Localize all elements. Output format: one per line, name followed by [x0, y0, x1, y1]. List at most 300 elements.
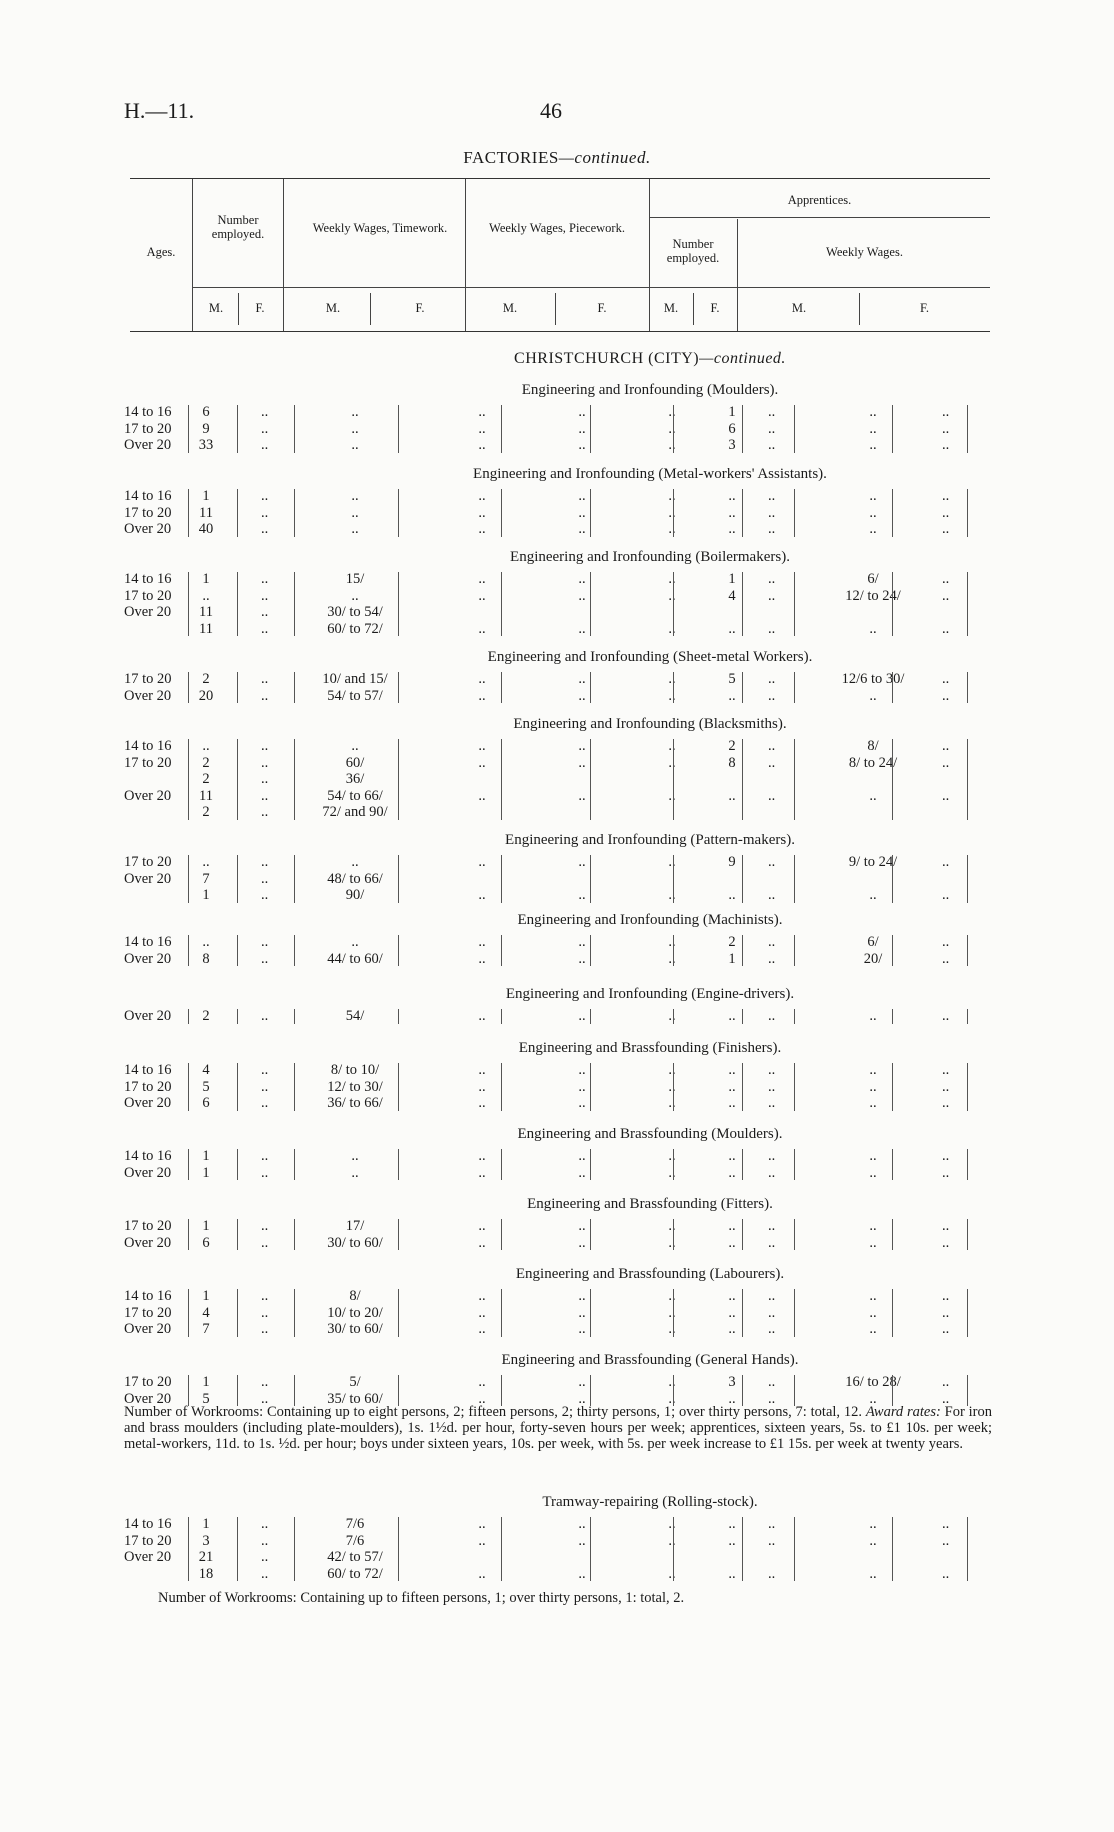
column-rule	[673, 1009, 674, 1024]
cell-tw: 90/	[345, 887, 365, 903]
cell-f: ..	[261, 1148, 269, 1164]
column-rule	[398, 1289, 399, 1337]
cell-pf: ..	[668, 1148, 676, 1164]
cell-age: Over 20	[124, 870, 172, 887]
cell-tw: 8/ to 10/	[330, 1062, 380, 1078]
col-app-weekly-wages: Weekly Wages.	[826, 245, 903, 259]
column-rule	[794, 1063, 795, 1111]
cell-pf: ..	[668, 571, 676, 587]
cell-tw: 17/	[345, 1218, 365, 1234]
page-title	[0, 148, 1114, 168]
cell-af: ..	[768, 738, 776, 754]
column-rule	[967, 405, 968, 453]
column-rule	[398, 739, 399, 820]
column-rule	[892, 1149, 893, 1180]
cell-wm: ..	[869, 1288, 877, 1304]
hdr-rule	[649, 179, 650, 331]
column-rule	[237, 405, 238, 453]
table-row	[124, 1321, 1004, 1337]
cell-tf: ..	[478, 1304, 486, 1321]
cell-age: 17 to 20	[124, 587, 172, 604]
cell-f: ..	[261, 787, 269, 804]
column-rule	[590, 855, 591, 903]
cell-am: 3	[728, 437, 736, 453]
cell-wm: ..	[869, 404, 877, 420]
cell-am: ..	[728, 488, 736, 504]
column-rule	[590, 405, 591, 453]
cell-pm: ..	[578, 1234, 586, 1251]
cell-tf: ..	[478, 571, 486, 587]
cell-pf: ..	[668, 1321, 676, 1337]
cell-wf: ..	[942, 738, 950, 754]
page-title-suffix: —continued.	[558, 148, 651, 167]
table-row	[124, 854, 1004, 870]
cell-pf: ..	[668, 1218, 676, 1234]
column-rule	[892, 1063, 893, 1111]
cell-wf: ..	[942, 1390, 950, 1407]
cell-af: ..	[768, 687, 776, 704]
column-rule	[673, 1219, 674, 1250]
column-rule	[967, 572, 968, 636]
column-rule	[501, 489, 502, 537]
column-rule	[188, 405, 189, 453]
cell-am: 8	[728, 754, 736, 771]
cell-af: ..	[768, 620, 776, 637]
cell-wf: ..	[942, 1565, 950, 1582]
table-row	[124, 588, 1004, 604]
cell-m: 20	[198, 687, 214, 704]
cell-tw: 5/	[349, 1374, 361, 1390]
column-rule	[590, 1149, 591, 1180]
district-name: CHRISTCHURCH (CITY)	[514, 350, 700, 367]
cell-m: 7	[202, 870, 210, 887]
cell-age: 14 to 16	[124, 571, 172, 587]
cell-pm: ..	[578, 671, 586, 687]
column-rule	[892, 1517, 893, 1581]
cell-pf: ..	[668, 1288, 676, 1304]
cell-wf: ..	[942, 1374, 950, 1390]
cell-af: ..	[768, 1565, 776, 1582]
cell-tw: 30/ to 60/	[327, 1321, 383, 1337]
cell-pm: ..	[578, 787, 586, 804]
cell-pf: ..	[668, 671, 676, 687]
cell-f: ..	[261, 771, 269, 787]
cell-tf: ..	[478, 488, 486, 504]
cell-age: 17 to 20	[124, 1304, 172, 1321]
award-rates-text: For iron and brass moulders (including plate-moulders), 1s. 1½d. per hour, forty-seven hours per week; apprentices, sixteen years, 5s. to £1 10s. per week; metal-workers, 11d. to 1s. ½d. per hour; boys under sixteen years, 10s. per week, with 5s. per week increase to £1 15s. per week at twenty years.	[124, 1404, 992, 1452]
column-rule	[294, 1289, 295, 1337]
cell-m: ..	[202, 854, 210, 870]
table-row	[124, 1095, 1004, 1111]
cell-tw: ..	[351, 1148, 359, 1164]
column-rule	[294, 1149, 295, 1180]
cell-am: ..	[728, 1148, 736, 1164]
cell-m: 2	[202, 671, 210, 687]
cell-f: ..	[261, 754, 269, 771]
cell-tf: ..	[478, 1288, 486, 1304]
column-rule	[501, 1375, 502, 1406]
cell-m: 11	[199, 620, 213, 637]
column-rule	[673, 1375, 674, 1406]
column-rule	[967, 855, 968, 903]
cell-af: ..	[768, 671, 776, 687]
cell-tf: ..	[478, 934, 486, 950]
column-rule	[892, 855, 893, 903]
cell-f: ..	[261, 1218, 269, 1234]
cell-pf: ..	[668, 1164, 676, 1181]
cell-f: ..	[261, 671, 269, 687]
table-row	[124, 1374, 1004, 1390]
cell-m: 9	[202, 420, 210, 437]
cell-age: Over 20	[124, 950, 172, 967]
cell-wm: 20/	[863, 950, 883, 967]
cell-tw: ..	[351, 1164, 359, 1181]
column-rule	[237, 1375, 238, 1406]
cell-wf: ..	[942, 1532, 950, 1549]
cell-af: ..	[768, 1321, 776, 1337]
cell-f: ..	[261, 420, 269, 437]
column-rule	[794, 1517, 795, 1581]
cell-wm: ..	[869, 1565, 877, 1582]
cell-wf: ..	[942, 671, 950, 687]
cell-m: 21	[198, 1549, 214, 1565]
column-rule	[237, 1063, 238, 1111]
table-row	[124, 1062, 1004, 1078]
column-rule	[892, 1009, 893, 1024]
column-rule	[967, 489, 968, 537]
cell-af: ..	[768, 1234, 776, 1251]
cell-tw: 72/ and 90/	[322, 804, 388, 820]
cell-wm: 6/	[867, 571, 879, 587]
cell-age: Over 20	[124, 1321, 172, 1337]
cell-af: ..	[768, 420, 776, 437]
column-rule	[590, 489, 591, 537]
column-rule	[590, 572, 591, 636]
cell-wf: ..	[942, 1062, 950, 1078]
cell-af: ..	[768, 887, 776, 903]
column-rule	[398, 1517, 399, 1581]
cell-af: ..	[768, 1288, 776, 1304]
district-suffix: —continued.	[699, 350, 786, 367]
cell-tf: ..	[478, 504, 486, 521]
table-row	[124, 488, 1004, 504]
table-row	[124, 788, 1004, 804]
cell-pf: ..	[668, 687, 676, 704]
cell-f: ..	[261, 504, 269, 521]
cell-tw: 8/	[349, 1288, 361, 1304]
cell-tw: 60/	[345, 754, 365, 771]
cell-pm: ..	[578, 620, 586, 637]
cell-pf: ..	[668, 854, 676, 870]
cell-wm: ..	[869, 1516, 877, 1532]
cell-m: 18	[198, 1565, 214, 1582]
page-title-text: FACTORIES	[463, 148, 559, 167]
column-rule	[673, 572, 674, 636]
hdr-rule	[737, 219, 738, 331]
cell-wf: ..	[942, 1148, 950, 1164]
cell-af: ..	[768, 1218, 776, 1234]
column-rule	[742, 1375, 743, 1406]
cell-m: ..	[202, 934, 210, 950]
column-rule	[967, 1063, 968, 1111]
cell-tw: ..	[351, 404, 359, 420]
cell-tw: 30/ to 54/	[327, 604, 383, 620]
table-row	[124, 1235, 1004, 1251]
cell-tw: ..	[351, 504, 359, 521]
cell-am: ..	[728, 1390, 736, 1407]
column-rule	[398, 405, 399, 453]
cell-age: Over 20	[124, 787, 172, 804]
cell-f: ..	[261, 1078, 269, 1095]
column-rule	[294, 489, 295, 537]
cell-af: ..	[768, 437, 776, 453]
cell-age: 14 to 16	[124, 488, 172, 504]
column-rule	[294, 739, 295, 820]
hdr-rule	[238, 293, 239, 325]
column-rule	[237, 672, 238, 703]
cell-f: ..	[261, 1008, 269, 1024]
column-rule	[742, 1289, 743, 1337]
cell-wm: ..	[869, 887, 877, 903]
cell-pf: ..	[668, 754, 676, 771]
cell-f: ..	[261, 1390, 269, 1407]
column-rule	[967, 1219, 968, 1250]
column-rule	[742, 1063, 743, 1111]
column-rule	[673, 739, 674, 820]
cell-tf: ..	[478, 754, 486, 771]
table-row	[124, 1218, 1004, 1234]
cell-tw: 54/	[345, 1008, 365, 1024]
cell-af: ..	[768, 1304, 776, 1321]
column-rule	[501, 572, 502, 636]
cell-tf: ..	[478, 620, 486, 637]
cell-pm: ..	[578, 950, 586, 967]
cell-pf: ..	[668, 1565, 676, 1582]
cell-m: 1	[202, 1516, 210, 1532]
table-header	[130, 178, 990, 332]
cell-pm: ..	[578, 854, 586, 870]
cell-pf: ..	[668, 1062, 676, 1078]
cell-wm: ..	[869, 1321, 877, 1337]
column-rule	[794, 572, 795, 636]
cell-tf: ..	[478, 1390, 486, 1407]
cell-wf: ..	[942, 571, 950, 587]
cell-m: 4	[202, 1062, 210, 1078]
cell-wm: 9/ to 24/	[848, 854, 898, 870]
column-rule	[294, 1375, 295, 1406]
cell-age: Over 20	[124, 437, 172, 453]
cell-am: ..	[728, 1008, 736, 1024]
cell-m: 1	[202, 488, 210, 504]
col-timework: Weekly Wages, Timework.	[312, 221, 448, 235]
page-code: H.—11.	[124, 98, 195, 123]
cell-m: 1	[202, 887, 210, 903]
cell-wm: ..	[869, 687, 877, 704]
cell-pm: ..	[578, 1218, 586, 1234]
hdr-rule	[859, 293, 860, 325]
column-rule	[294, 572, 295, 636]
cell-af: ..	[768, 1516, 776, 1532]
cell-age: 17 to 20	[124, 1532, 172, 1549]
column-rule	[794, 1149, 795, 1180]
cell-wf: ..	[942, 754, 950, 771]
cell-f: ..	[261, 1549, 269, 1565]
col-app-m: M.	[663, 301, 679, 315]
table-row	[124, 738, 1004, 754]
cell-tf: ..	[478, 1008, 486, 1024]
column-rule	[967, 1375, 968, 1406]
hdr-rule	[693, 293, 694, 325]
column-rule	[673, 1063, 674, 1111]
cell-f: ..	[261, 870, 269, 887]
cell-wf: ..	[942, 1164, 950, 1181]
cell-f: ..	[261, 854, 269, 870]
cell-pm: ..	[578, 1321, 586, 1337]
cell-tf: ..	[478, 854, 486, 870]
hdr-rule	[465, 179, 466, 331]
cell-age: Over 20	[124, 1234, 172, 1251]
cell-am: ..	[728, 1321, 736, 1337]
cell-pf: ..	[668, 950, 676, 967]
col-ages: Ages.	[146, 245, 176, 259]
cell-tw: 60/ to 72/	[327, 620, 383, 637]
column-rule	[590, 1289, 591, 1337]
cell-am: 6	[728, 420, 736, 437]
cell-m: 2	[202, 754, 210, 771]
column-rule	[501, 672, 502, 703]
column-rule	[501, 1219, 502, 1250]
cell-tw: ..	[351, 420, 359, 437]
cell-f: ..	[261, 887, 269, 903]
cell-wf: ..	[942, 1288, 950, 1304]
column-rule	[398, 1149, 399, 1180]
table-row	[124, 404, 1004, 420]
column-rule	[967, 1149, 968, 1180]
cell-f: ..	[261, 404, 269, 420]
table-row	[124, 1549, 1004, 1565]
column-rule	[967, 672, 968, 703]
cell-tw: 44/ to 60/	[327, 950, 383, 967]
cell-tw: 10/ to 20/	[327, 1304, 383, 1321]
cell-m: 1	[202, 1164, 210, 1181]
cell-age: Over 20	[124, 521, 172, 537]
cell-pm: ..	[578, 420, 586, 437]
award-rates-label: Award rates:	[865, 1404, 941, 1420]
col-pw-f: F.	[597, 301, 607, 315]
column-rule	[892, 935, 893, 966]
cell-wm: ..	[869, 1234, 877, 1251]
cell-pf: ..	[668, 1390, 676, 1407]
cell-pf: ..	[668, 488, 676, 504]
cell-am: 3	[728, 1374, 736, 1390]
cell-f: ..	[261, 738, 269, 754]
column-rule	[501, 739, 502, 820]
cell-tf: ..	[478, 887, 486, 903]
cell-am: ..	[728, 1565, 736, 1582]
cell-f: ..	[261, 488, 269, 504]
cell-pf: ..	[668, 1078, 676, 1095]
table-row	[124, 934, 1004, 950]
cell-af: ..	[768, 571, 776, 587]
cell-wm: ..	[869, 1008, 877, 1024]
table-row	[124, 771, 1004, 787]
cell-wm: ..	[869, 1304, 877, 1321]
column-rule	[188, 1009, 189, 1024]
column-rule	[188, 489, 189, 537]
table-row	[124, 1516, 1004, 1532]
table-row	[124, 871, 1004, 887]
column-rule	[892, 672, 893, 703]
cell-m: 11	[199, 787, 213, 804]
column-rule	[892, 1289, 893, 1337]
cell-m: 11	[199, 604, 213, 620]
column-rule	[237, 855, 238, 903]
cell-wm: ..	[869, 521, 877, 537]
column-rule	[794, 1375, 795, 1406]
column-rule	[742, 1517, 743, 1581]
col-wage-f: F.	[919, 301, 930, 315]
column-rule	[501, 1289, 502, 1337]
col-app-number-employed: Number employed.	[666, 237, 720, 265]
table-row	[124, 1165, 1004, 1181]
cell-tw: 42/ to 57/	[327, 1549, 383, 1565]
cell-am: ..	[728, 1288, 736, 1304]
cell-f: ..	[261, 934, 269, 950]
col-m: M.	[208, 301, 224, 315]
column-rule	[742, 855, 743, 903]
cell-am: 2	[728, 934, 736, 950]
column-rule	[294, 1063, 295, 1111]
table-row	[124, 804, 1004, 820]
cell-wf: ..	[942, 504, 950, 521]
cell-f: ..	[261, 1234, 269, 1251]
cell-m: ..	[202, 738, 210, 754]
cell-pm: ..	[578, 1008, 586, 1024]
column-rule	[237, 739, 238, 820]
cell-am: 9	[728, 854, 736, 870]
table-row	[124, 1533, 1004, 1549]
workrooms-note-engineering	[124, 1404, 992, 1452]
table-row	[124, 1079, 1004, 1095]
table-row	[124, 1305, 1004, 1321]
column-rule	[590, 1517, 591, 1581]
column-rule	[892, 1375, 893, 1406]
table-row	[124, 951, 1004, 967]
column-rule	[742, 1149, 743, 1180]
cell-pm: ..	[578, 1078, 586, 1095]
cell-age: 17 to 20	[124, 504, 172, 521]
column-rule	[794, 1009, 795, 1024]
cell-f: ..	[261, 950, 269, 967]
cell-wm: ..	[869, 1532, 877, 1549]
column-rule	[673, 405, 674, 453]
cell-am: ..	[728, 787, 736, 804]
cell-pf: ..	[668, 504, 676, 521]
cell-age: 14 to 16	[124, 738, 172, 754]
cell-pf: ..	[668, 437, 676, 453]
cell-pm: ..	[578, 1148, 586, 1164]
cell-age: 17 to 20	[124, 1218, 172, 1234]
cell-m: 6	[202, 404, 210, 420]
table-row	[124, 1008, 1004, 1024]
cell-tw: 48/ to 66/	[327, 870, 383, 887]
cell-tw: 35/ to 60/	[327, 1390, 383, 1407]
section-title: Engineering and Ironfounding (Boilermakers).	[510, 549, 790, 565]
hdr-rule	[283, 179, 284, 331]
column-rule	[742, 672, 743, 703]
cell-af: ..	[768, 1008, 776, 1024]
column-rule	[294, 935, 295, 966]
